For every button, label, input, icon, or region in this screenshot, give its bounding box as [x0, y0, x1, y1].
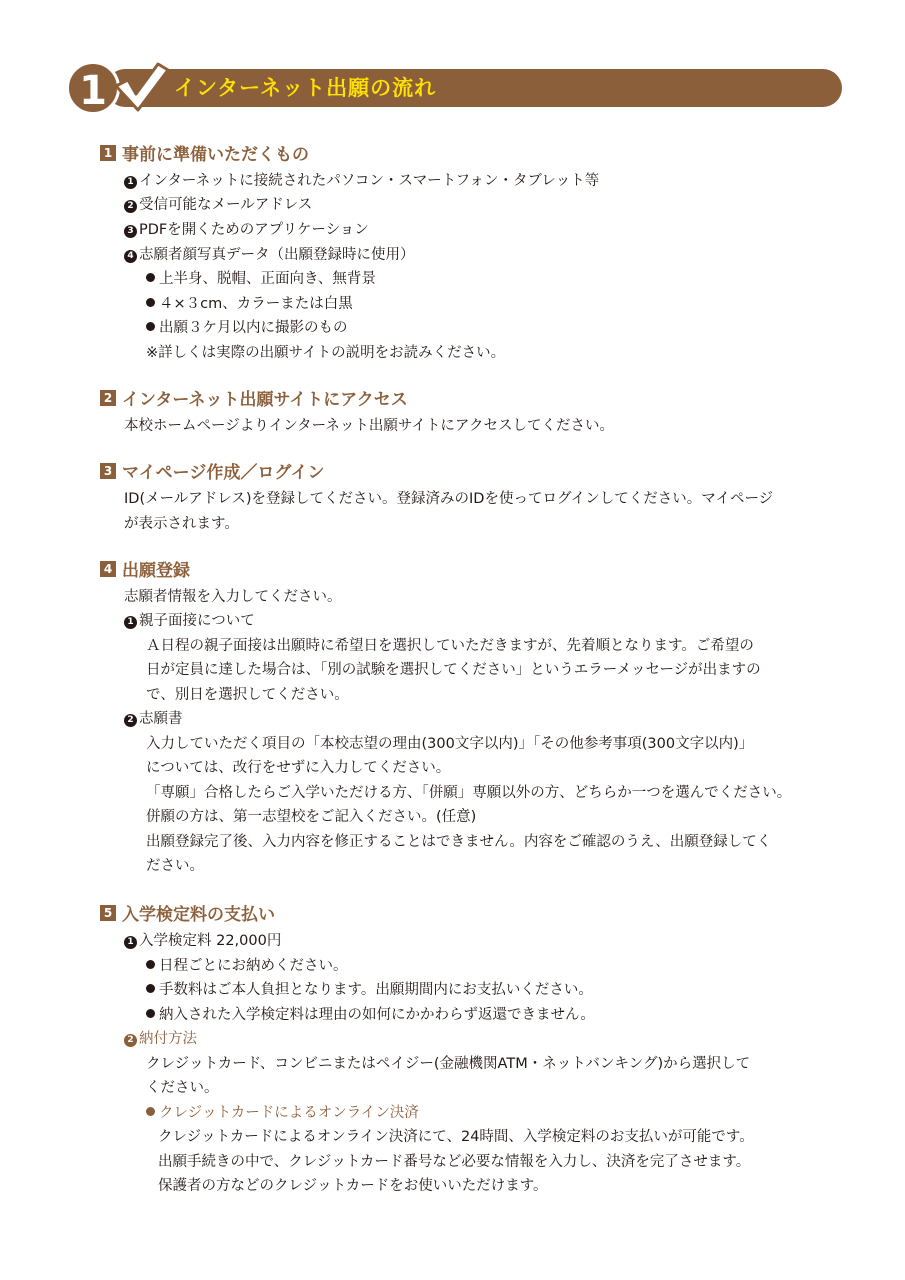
- body-text: ID(メールアドレス)を登録してください。登録済みのIDを使ってログインしてください。マイページ: [124, 491, 774, 507]
- section-5-heading: [100, 900, 275, 924]
- section-title: 事前に準備いただくもの: [122, 144, 309, 165]
- body-text: については、改行をせずに入力してください。: [146, 760, 451, 776]
- checkmark-hand-icon: [112, 60, 172, 116]
- list-item: 3 PDFを開くためのアプリケーション: [124, 218, 369, 242]
- page-header-banner: [66, 64, 842, 112]
- section-title: マイページ作成／ログイン: [122, 462, 325, 483]
- section-title: 出願登録: [122, 560, 190, 581]
- body-text: 出願手続きの中で、クレジットカード番号など必要な情報を入力し、決済を完了させます。: [158, 1154, 751, 1170]
- list-item: 2 受信可能なメールアドレス: [124, 193, 312, 217]
- sub-heading: 1 入学検定料 22,000円: [124, 929, 281, 953]
- body-text: 志願者情報を入力してください。: [124, 589, 342, 605]
- body-text: 出願登録完了後、入力内容を修正することはできません。内容をご確認のうえ、出願登録してく: [146, 834, 772, 850]
- section-title: 入学検定料の支払い: [122, 904, 275, 925]
- body-text: ください。: [146, 1080, 219, 1096]
- body-text: クレジットカード、コンビニまたはペイジー(金融機関ATM・ネットバンキング)から選択して: [146, 1056, 751, 1072]
- body-text: 日が定員に達した場合は、「別の試験を選択してください」というエラーメッセージが出ますの: [146, 662, 761, 678]
- body-text: で、別日を選択してください。: [146, 687, 349, 703]
- list-item: 4 志願者顔写真データ（出願登録時に使用）: [124, 243, 415, 267]
- section-2-heading: [100, 385, 408, 409]
- step-number-badge: 1: [66, 61, 120, 115]
- body-text: 保護者の方などのクレジットカードをお使いいただけます。: [158, 1178, 548, 1194]
- sub-heading: 1 親子面接について: [124, 609, 255, 633]
- section-number: 4: [100, 561, 116, 577]
- page-title: インターネット出願の流れ: [174, 76, 437, 100]
- section-number: 5: [100, 905, 116, 921]
- body-text: Ａ日程の親子面接は出願時に希望日を選択していただきますが、先着順となります。ご希望の: [146, 638, 754, 654]
- bullet-item: 手数料はご本人負担となります。出願期間内にお支払いください。: [146, 978, 593, 1002]
- body-text: 「専願」合格したらご入学いただける方、「併願」専願以外の方、どちらか一つを選んでください。: [146, 785, 792, 801]
- bullet-item: ４×３cm、カラーまたは白黒: [146, 292, 353, 316]
- bullet-item: 上半身、脱帽、正面向き、無背景: [146, 267, 376, 291]
- body-text: クレジットカードによるオンライン決済にて、24時間、入学検定料のお支払いが可能です。: [158, 1129, 754, 1145]
- section-4-heading: [100, 556, 190, 580]
- section-1-heading: [100, 140, 309, 164]
- sub-heading: 2 志願書: [124, 707, 183, 731]
- bullet-item: 日程ごとにお納めください。: [146, 954, 348, 978]
- body-text: 本校ホームページよりインターネット出願サイトにアクセスしてください。: [124, 418, 614, 434]
- bullet-item: 出願３ケ月以内に撮影のもの: [146, 316, 348, 340]
- list-item: 1 インターネットに接続されたパソコン・スマートフォン・タブレット等: [124, 169, 599, 193]
- bullet-item: クレジットカードによるオンライン決済: [146, 1101, 419, 1125]
- section-number: 1: [100, 145, 116, 161]
- body-text: 併願の方は、第一志望校をご記入ください。(任意): [146, 809, 477, 825]
- sub-heading: 2 納付方法: [124, 1027, 197, 1051]
- section-title: インターネット出願サイトにアクセス: [122, 389, 408, 410]
- bullet-item: 納入された入学検定料は理由の如何にかかわらず返還できません。: [146, 1003, 595, 1027]
- section-3-heading: [100, 458, 324, 482]
- body-text: が表示されます。: [124, 516, 239, 532]
- body-text: ださい。: [146, 858, 204, 874]
- note-text: ※詳しくは実際の出願サイトの説明をお読みください。: [146, 345, 506, 361]
- section-number: 2: [100, 390, 116, 406]
- section-number: 3: [100, 463, 116, 479]
- body-text: 入力していただく項目の「本校志望の理由(300文字以内)」「その他参考事項(300文字以内)」: [146, 736, 754, 752]
